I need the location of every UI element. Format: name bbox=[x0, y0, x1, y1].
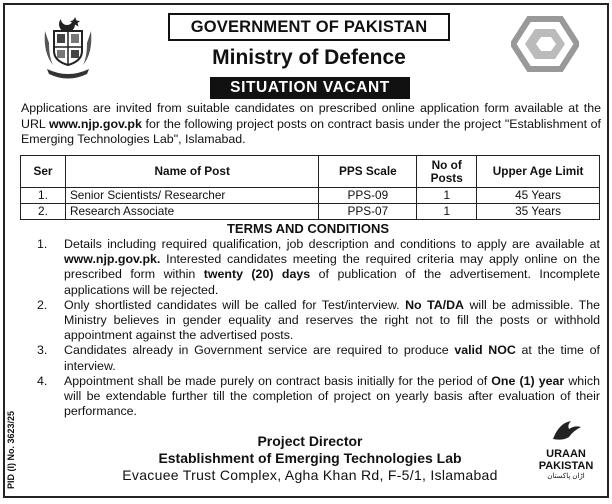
cell-ser: 2. bbox=[21, 204, 66, 220]
cell-age: 45 Years bbox=[477, 188, 600, 204]
advertisement-page bbox=[3, 3, 609, 498]
government-title: GOVERNMENT OF PAKISTAN bbox=[168, 13, 450, 41]
cell-ser: 1. bbox=[21, 188, 66, 204]
director-org: Establishment of Emerging Technologies Lab bbox=[158, 450, 462, 466]
director-address: Evacuee Trust Complex, Agha Khan Rd, F-5/1, Islamabad bbox=[122, 467, 498, 483]
njp-url-link[interactable]: www.njp.gov.pk. bbox=[64, 252, 161, 267]
pakistan-state-emblem-icon bbox=[39, 13, 97, 79]
table-header-row bbox=[21, 156, 600, 188]
col-pps-scale: PPS Scale bbox=[319, 156, 417, 188]
intro-paragraph: Applications are invited from suitable candidates on prescribed online application form available at the URL www.njp.gov.pk for the following project posts on contract basis under the project "Establishment of Emerging Technologies Lab", Islamabad. bbox=[21, 101, 601, 146]
col-upper-age-limit: Upper Age Limit bbox=[477, 156, 600, 188]
col-name-of-post: Name of Post bbox=[65, 156, 318, 188]
project-director-block bbox=[95, 433, 525, 484]
hexagon-logo-icon bbox=[511, 15, 579, 73]
posts-table bbox=[20, 155, 600, 220]
director-title: Project Director bbox=[257, 433, 363, 449]
cell-posts: 1 bbox=[417, 188, 477, 204]
cell-post: Senior Scientists/ Researcher bbox=[65, 188, 318, 204]
njp-url-link[interactable]: www.njp.gov.pk bbox=[48, 116, 142, 131]
cell-scale: PPS-07 bbox=[319, 204, 417, 220]
ministry-title: Ministry of Defence bbox=[212, 46, 406, 69]
pid-number: PID (I) No. 3623/25 bbox=[6, 410, 16, 490]
cell-age: 35 Years bbox=[477, 204, 600, 220]
cell-post: Research Associate bbox=[65, 204, 318, 220]
term-item: 2. Only shortlisted candidates will be called for Test/interview. No TA/DA will be admissible. The Ministry believes in gender equality and reserves the right not to fill the posts or withhold appointment against the advertised posts. bbox=[37, 297, 600, 343]
terms-title: TERMS AND CONDITIONS bbox=[226, 221, 390, 236]
term-item: 1. Details including required qualification, job description and conditions to apply are available at www.njp.gov.pk. Interested candidates meeting the required criteria may apply online on the prescribed form within twenty (20) days of publication of the advertisement. Incomplete applications will be rejected. bbox=[37, 237, 601, 297]
situation-vacant-banner: SITUATION VACANT bbox=[210, 77, 410, 99]
cell-scale: PPS-09 bbox=[319, 188, 417, 204]
term-item: 3. Candidates already in Government service are required to produce valid NOC at the time of interview. bbox=[37, 343, 600, 373]
col-ser: Ser bbox=[21, 156, 66, 188]
uraan-pakistan-logo: URAAN PAKISTAN اڑان پاکستان bbox=[531, 417, 601, 481]
term-item: 4. Appointment shall be made purely on contract basis initially for the period of One (1) year which will be extendable further till the completion of project on yearly basis after evaluation of their performance. bbox=[37, 373, 600, 419]
cell-posts: 1 bbox=[417, 204, 477, 220]
bird-logo-icon bbox=[549, 417, 583, 443]
table-row bbox=[21, 204, 600, 220]
terms-list bbox=[17, 237, 600, 419]
col-no-of-posts: No of Posts bbox=[417, 156, 477, 188]
table-row bbox=[21, 188, 600, 204]
